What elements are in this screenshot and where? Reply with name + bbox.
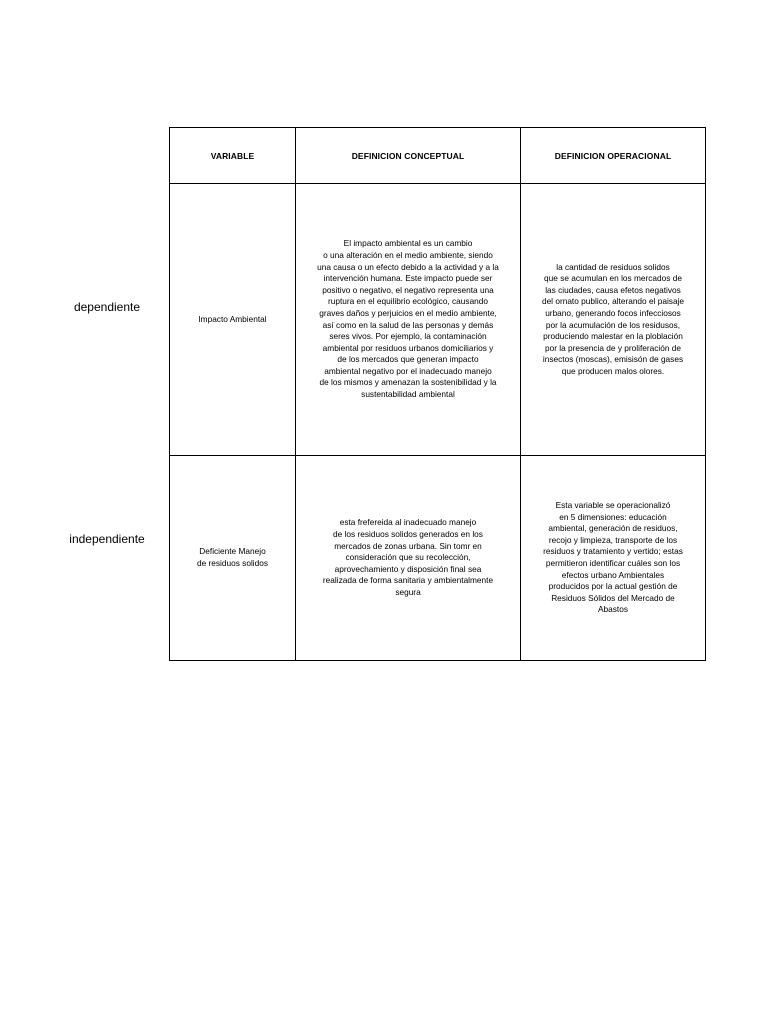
- operational-definition: Esta variable se operacionalizó en 5 dimensiones: educación ambiental, generación de residuos, recojo y limpieza, transporte de los residuos y tratamiento y vertido; estas permitieron identificar cuáles son los efectos urbano Ambientales producidos por la actual gestión de Residuos Sólidos del Mercado de Abastos: [543, 500, 683, 615]
- conceptual-definition: El impacto ambiental es un cambio o una alteración en el medio ambiente, siendo una causa o un efecto debido a la actividad y a la intervención humana. Este impacto puede ser positivo o negativo, el negativo representa una ruptura en el equilibrio ecológico, causando graves daños y perjuicios en el medio ambiente, así como en la salud de las personas y demás seres vivos. Por ejemplo, la contaminación ambiental por residuos urbanos domiciliarios y de los mercados que generan impacto ambiental negativo por el inadecuado manejo de los mismos y amenazan la sostenibilidad y la sustentabilidad ambiental: [317, 238, 499, 400]
- table-header-row: [170, 128, 706, 184]
- conceptual-cell: [296, 456, 521, 661]
- header-definicion-operacional: DEFINICION OPERACIONAL: [521, 128, 706, 184]
- conceptual-cell: [296, 184, 521, 456]
- operational-cell: [521, 456, 706, 661]
- row-label-independiente: independiente: [69, 532, 145, 546]
- operational-definition: la cantidad de residuos solidos que se acumulan en los mercados de las ciudades, causa efetos negativos del ornato publico, alterando el paisaje urbano, generando focos infecciosos por la acumulación de los residusos, produciendo malestar en la ploblación por la presencia de y proliferación de insectos (moscas), emisisón de gases que producen malos olores.: [541, 261, 685, 376]
- table-row: [170, 184, 706, 456]
- variable-name: Deficiente Manejo de residuos solidos: [196, 546, 269, 568]
- operational-cell: [521, 184, 706, 456]
- variable-name: Impacto Ambiental: [198, 313, 267, 324]
- operationalization-table: [169, 127, 706, 661]
- table-row: [170, 456, 706, 661]
- variable-cell: [170, 184, 296, 456]
- variable-cell: [170, 456, 296, 661]
- header-definicion-conceptual: DEFINICION CONCEPTUAL: [296, 128, 521, 184]
- row-label-dependiente: dependiente: [73, 300, 141, 314]
- header-variable: VARIABLE: [170, 128, 296, 184]
- conceptual-definition: esta frefereida al inadecuado manejo de los residuos solidos generados en los mercados de zonas urbana. Sin tomr en consideración que su recolección, aprovechamiento y disposición final sea realizada de forma sanitaria y ambientalmente segura: [322, 517, 494, 597]
